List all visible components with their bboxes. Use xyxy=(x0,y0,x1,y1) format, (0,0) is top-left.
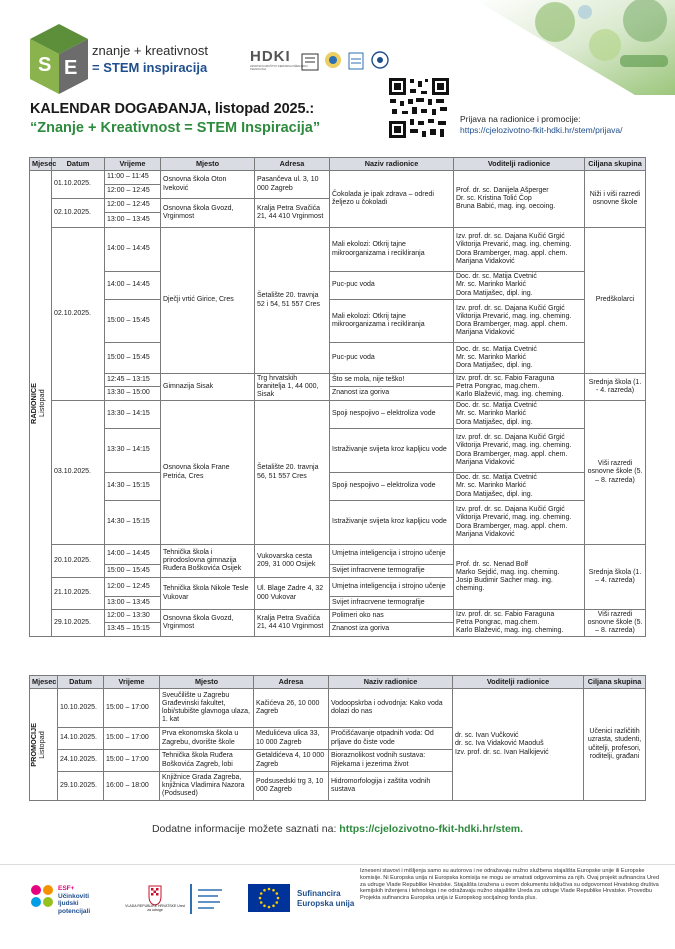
leaders-cell: Doc. dr. sc. Matija Cvetnić Mr. sc. Marinko Markić Dora Matijašec, dipl. ing. xyxy=(454,343,585,374)
svg-text:E: E xyxy=(64,57,78,79)
place-cell: Osnovna škola Oton Iveković xyxy=(161,171,255,199)
time-cell: 13:00 – 13:45 xyxy=(105,597,161,610)
hdki-logo xyxy=(250,48,309,76)
workshop-cell: Čokolada je ipak zdrava – odredi željezo u čokoladi xyxy=(330,171,454,228)
workshop-cell: Vodoopskrba i odvodnja: Kako voda dolazi do nas xyxy=(329,689,453,728)
table-row xyxy=(30,473,646,501)
footer-divider xyxy=(0,864,675,865)
address-cell: Šetalište 20. travnja 56, 51 557 Cres xyxy=(255,401,330,545)
date-cell: 24.10.2025. xyxy=(58,750,104,772)
workshop-cell: Spoji nespojivo – elektroliza vode xyxy=(330,473,454,501)
address-cell: Ul. Blage Zadre 4, 32 000 Vukovar xyxy=(255,578,330,610)
place-cell: Tehnička škola Nikole Tesle Vukovar xyxy=(161,578,255,610)
croatian-coat-of-arms-icon xyxy=(140,884,170,906)
time-cell: 14:30 – 15:15 xyxy=(105,501,161,545)
workshop-cell: Pročišćavanje otpadnih voda: Od prljave do čiste vode xyxy=(329,728,453,750)
address-cell: Medulićeva ulica 33, 10 000 Zagreb xyxy=(254,728,329,750)
table-header-row xyxy=(30,158,646,171)
partner-logo-4 xyxy=(370,50,390,74)
target-cell: Učenici različitih uzrasta, studenti, učitelji, profesori, roditelji, građani xyxy=(584,689,646,801)
time-cell: 13:00 – 13:45 xyxy=(105,213,161,228)
address-cell: Kralja Petra Svačića 21, 44 410 Vrginmost xyxy=(255,610,330,637)
time-cell: 13:30 – 15:00 xyxy=(105,387,161,401)
workshop-cell: Istraživanje svijeta kroz kapljicu vode xyxy=(330,429,454,473)
time-cell: 13:45 – 15:15 xyxy=(105,623,161,637)
leaders-cell: Doc. dr. sc. Matija Cvetnić Mr. sc. Marinko Markić Dora Matijašec, dipl. ing. xyxy=(454,473,585,501)
esf-line2: Učinkoviti ljudski potencijali xyxy=(58,892,91,915)
col-time: Vrijeme xyxy=(104,676,160,689)
workshop-cell: Svijet infracrvene termografije xyxy=(330,597,454,610)
table-row xyxy=(30,501,646,545)
workshop-cell: Znanost iza goriva xyxy=(330,387,454,401)
month-cell xyxy=(30,171,52,637)
leaders-cell: Prof. dr. sc. Nenad Bolf Marko Sejdić, mag. ing. cheming. Josip Budimir Sacher mag. ing. cheming. xyxy=(454,545,585,610)
col-place: Mjesto xyxy=(161,158,255,171)
target-cell: Niži i viši razredi osnovne škole xyxy=(585,171,646,228)
registration-link[interactable]: https://cjelozivotno-fkit-hdki.hr/stem/prijava/ xyxy=(460,125,623,135)
disclaimer-text: Izneseni stavovi i mišljenja samo su autorova i ne odražavaju nužno službena stajališta Europske unije ili Europske komisije. Ni Europska unija ni Europska komisija ne mogu se smatrati odgovornima za njih. Ovaj projekt sufinancira Ured za udruge Vlade Republike Hrvatske. Stajališta izražena u ovom dokumentu isključiva su odgovornost Hrvatskog društva kemijskih inženjera i tehnologa i ne odražavaju nužno stajalište Ureda za udruge Vlade Republike Hrvatske. Provedbu Projekta sufinancira Europska unija iz Europskog socijalnog fonda plus. xyxy=(360,868,660,902)
more-info-text: Dodatne informacije možete saznati na: xyxy=(151,823,337,835)
time-cell: 15:00 – 15:45 xyxy=(105,343,161,374)
leaders-cell: Izv. prof. dr. sc. Dajana Kučić Grgić Viktorija Prevarić, mag. ing. cheming. Dora Bramberger, mag. appl. chem. Marijana Vidaković xyxy=(454,228,585,272)
partner-logo-1 xyxy=(300,50,320,74)
leaders-cell: Prof. dr. sc. Danijela Ašperger Dr. sc. Kristina Tolić Čop Bruna Babić, mag. ing. oecoing. xyxy=(454,171,585,228)
time-cell: 15:00 – 17:00 xyxy=(104,728,160,750)
col-time: Vrijeme xyxy=(105,158,161,171)
date-cell: 01.10.2025. xyxy=(52,171,105,199)
place-cell: Osnovna škola Frane Petrića, Cres xyxy=(161,401,255,545)
col-leaders: Voditelji radionice xyxy=(454,158,585,171)
eu-text-line2: Europska unija xyxy=(297,898,355,908)
workshop-cell: Znanost iza goriva xyxy=(330,623,454,637)
place-cell: Gimnazija Sisak xyxy=(161,374,255,401)
more-info-link[interactable]: https://cjelozivotno-fkit-hdki.hr/stem. xyxy=(339,823,524,835)
time-cell: 15:00 – 17:00 xyxy=(104,750,160,772)
time-cell: 14:00 – 14:45 xyxy=(105,272,161,300)
table-row xyxy=(30,689,646,728)
time-cell: 12:00 – 13:30 xyxy=(105,610,161,623)
time-cell: 15:00 – 15:45 xyxy=(105,300,161,343)
date-cell: 03.10.2025. xyxy=(52,401,105,545)
col-date: Datum xyxy=(58,676,104,689)
page-subtitle: “Znanje + Kreativnost = STEM Inspiracija” xyxy=(30,120,321,136)
leaders-cell: Izv. prof. dr. sc. Dajana Kučić Grgić Viktorija Prevarić, mag. ing. cheming. Dora Bramberger, mag. appl. chem. Marijana Vidaković xyxy=(454,429,585,473)
ured-logo xyxy=(190,884,228,914)
target-cell: Viši razredi osnovne škole (5. – 8. razreda) xyxy=(585,401,646,545)
workshop-cell: Bioraznolikost vodnih sustava: Rijekama i jezerima život xyxy=(329,750,453,772)
workshop-cell: Svijet infracrvene termografije xyxy=(330,565,454,578)
table-row xyxy=(30,171,646,185)
col-month: Mjesec xyxy=(30,158,52,171)
stem-logo xyxy=(30,24,88,94)
esf-text xyxy=(58,885,108,915)
time-cell: 15:00 – 17:00 xyxy=(104,689,160,728)
place-cell: Tehnička škola i prirodoslovna gimnazija Ruđera Boškovića Osijek xyxy=(161,545,255,578)
leaders-cell: Doc. dr. sc. Matija Cvetnić Mr. sc. Marinko Markić Dora Matijašec, dipl. ing. xyxy=(454,272,585,300)
col-address: Adresa xyxy=(255,158,330,171)
partner-logo-3 xyxy=(346,50,366,74)
esf-line1: ESF+ xyxy=(58,885,75,892)
workshop-cell: Što se mola, nije teško! xyxy=(330,374,454,387)
workshop-cell: Hidromorfologija i zaštita vodnih sustava xyxy=(329,772,453,801)
date-cell: 29.10.2025. xyxy=(58,772,104,801)
header-decoration xyxy=(435,0,675,95)
address-cell: Podsusedski trg 3, 10 000 Zagreb xyxy=(254,772,329,801)
place-cell: Sveučilište u Zagrebu Građevinski fakultet, lobi/stubište glavnoga ulaza, 1. kat xyxy=(160,689,254,728)
date-cell: 21.10.2025. xyxy=(52,578,105,610)
time-cell: 11:00 – 11:45 xyxy=(105,171,161,185)
workshop-cell: Mali ekolozi: Otkrij tajne mikroorganizama i recikliranja xyxy=(330,300,454,343)
col-date: Datum xyxy=(52,158,105,171)
logo-tagline xyxy=(92,42,208,76)
place-cell: Knjižnice Grada Zagreba, knjižnica Vladimira Nazora (Podsused) xyxy=(160,772,254,801)
promotions-table xyxy=(29,675,646,801)
table-row xyxy=(30,300,646,343)
gov-text: VLADA REPUBLIKE HRVATSKE Ured za udruge xyxy=(125,904,185,912)
table-row xyxy=(30,228,646,272)
month-label: PROMOCIJE Listopad xyxy=(29,722,47,767)
leaders-cell: dr. sc. Ivan Vučković dr. sc. Iva Vidaković Maoduš Izv. prof. dr. sc. Ivan Halkijević xyxy=(453,689,584,801)
workshop-cell: Mali ekolozi: Otkrij tajne mikroorganizama i recikliranja xyxy=(330,228,454,272)
date-cell: 02.10.2025. xyxy=(52,228,105,401)
more-info-line xyxy=(0,823,675,835)
workshop-cell: Puc-puc voda xyxy=(330,343,454,374)
target-cell: Viši razredi osnovne škole (5. – 8. razreda) xyxy=(585,610,646,637)
address-cell: Vukovarska cesta 209, 31 000 Osijek xyxy=(255,545,330,578)
col-address: Adresa xyxy=(254,676,329,689)
col-target: Ciljana skupina xyxy=(585,158,646,171)
table-row xyxy=(30,545,646,565)
workshop-cell: Umjetna inteligencija i strojno učenje xyxy=(330,545,454,565)
hdki-logo-sub: HRVATSKO DRUŠTVO KEMIJSKIH INŽENJERA I TEHNOLOGA xyxy=(250,65,309,71)
col-leaders: Voditelji radionice xyxy=(453,676,584,689)
date-cell: 14.10.2025. xyxy=(58,728,104,750)
eu-flag-icon xyxy=(248,884,290,912)
time-cell: 13:30 – 14:15 xyxy=(105,429,161,473)
date-cell: 29.10.2025. xyxy=(52,610,105,637)
place-cell: Osnovna škola Gvozd, Vrginmost xyxy=(161,610,255,637)
col-workshop: Naziv radionice xyxy=(330,158,454,171)
col-target: Ciljana skupina xyxy=(584,676,646,689)
date-cell: 02.10.2025. xyxy=(52,199,105,228)
workshop-cell: Istraživanje svijeta kroz kapljicu vode xyxy=(330,501,454,545)
target-cell: Predškolarci xyxy=(585,228,646,374)
month-cell xyxy=(30,689,58,801)
workshop-cell: Spoji nespojivo – elektroliza vode xyxy=(330,401,454,429)
date-cell: 10.10.2025. xyxy=(58,689,104,728)
leaders-cell: Izv. prof. dr. sc. Dajana Kučić Grgić Viktorija Prevarić, mag. ing. cheming. Dora Bramberger, mag. appl. chem. Marijana Vidaković xyxy=(454,501,585,545)
time-cell: 12:00 – 12:45 xyxy=(105,199,161,213)
workshop-cell: Polimeri oko nas xyxy=(330,610,454,623)
table-row xyxy=(30,272,646,300)
time-cell: 12:45 – 13:15 xyxy=(105,374,161,387)
registration-label: Prijava na radionice i promocije: xyxy=(460,114,581,124)
address-cell: Kralja Petra Svačića 21, 44 410 Vrginmost xyxy=(255,199,330,228)
place-cell: Tehnička škola Ruđera Boškovića Zagreb, lobi xyxy=(160,750,254,772)
time-cell: 12:00 – 12:45 xyxy=(105,185,161,199)
page-title: KALENDAR DOGAĐANJA, listopad 2025.: xyxy=(30,101,315,117)
workshop-cell: Puc-puc voda xyxy=(330,272,454,300)
time-cell: 12:00 – 12:45 xyxy=(105,578,161,597)
place-cell: Prva ekonomska škola u Zagrebu, dvorište škole xyxy=(160,728,254,750)
address-cell: Trg hrvatskih branitelja 1, 44 000, Sisak xyxy=(255,374,330,401)
address-cell: Pasančeva ul. 3, 10 000 Zagreb xyxy=(255,171,330,199)
time-cell: 16:00 – 18:00 xyxy=(104,772,160,801)
time-cell: 15:00 – 15:45 xyxy=(105,565,161,578)
logo-line2: = STEM inspiracija xyxy=(92,60,208,75)
workshops-table xyxy=(29,157,646,637)
hdki-logo-text: HDKI xyxy=(250,48,291,65)
col-workshop: Naziv radionice xyxy=(329,676,453,689)
address-cell: Šetalište 20. travnja 52 i 54, 51 557 Cres xyxy=(255,228,330,374)
table-header-row xyxy=(30,676,646,689)
workshop-cell: Umjetna inteligencija i strojno učenje xyxy=(330,578,454,597)
table-row xyxy=(30,610,646,623)
svg-text:S: S xyxy=(38,54,52,76)
leaders-cell: Izv. prof. dr. sc. Fabio Faraguna Petra Pongrac, mag.chem. Karlo Blažević, mag. ing. cheming. xyxy=(454,374,585,401)
address-cell: Kačićeva 26, 10 000 Zagreb xyxy=(254,689,329,728)
target-cell: Srednja škola (1. - 4. razreda) xyxy=(585,374,646,401)
time-cell: 13:30 – 14:15 xyxy=(105,401,161,429)
leaders-cell: Izv. prof. dr. sc. Fabio Faraguna Petra Pongrac, mag.chem. Karlo Blažević, mag. ing. cheming. xyxy=(454,610,585,637)
leaders-cell: Izv. prof. dr. sc. Dajana Kučić Grgić Viktorija Prevarić, mag. ing. cheming. Dora Bramberger, mag. appl. chem. Marijana Vidaković xyxy=(454,300,585,343)
partner-logo-2 xyxy=(322,50,344,74)
table-row xyxy=(30,401,646,429)
eu-text-line1: Sufinancira xyxy=(297,889,341,898)
place-cell: Dječji vrtić Girice, Cres xyxy=(161,228,255,374)
col-place: Mjesto xyxy=(160,676,254,689)
leaders-cell: Doc. dr. sc. Matija Cvetnić Mr. sc. Marinko Markić Dora Matijašec, dipl. ing. xyxy=(454,401,585,429)
eu-cofunded-text xyxy=(297,889,354,908)
table-row xyxy=(30,429,646,473)
table-row xyxy=(30,343,646,374)
address-cell: Getaldićeva 4, 10 000 Zagreb xyxy=(254,750,329,772)
qr-code[interactable] xyxy=(388,77,450,139)
date-cell: 20.10.2025. xyxy=(52,545,105,578)
time-cell: 14:00 – 14:45 xyxy=(105,228,161,272)
target-cell: Srednja škola (1. – 4. razreda) xyxy=(585,545,646,610)
month-label: RADIONICE Listopad xyxy=(29,383,47,424)
table-row xyxy=(30,374,646,387)
place-cell: Osnovna škola Gvozd, Vrginmost xyxy=(161,199,255,228)
time-cell: 14:30 – 15:15 xyxy=(105,473,161,501)
logo-line1: znanje + kreativnost xyxy=(92,43,208,58)
time-cell: 14:00 – 14:45 xyxy=(105,545,161,565)
col-month: Mjesec xyxy=(30,676,58,689)
